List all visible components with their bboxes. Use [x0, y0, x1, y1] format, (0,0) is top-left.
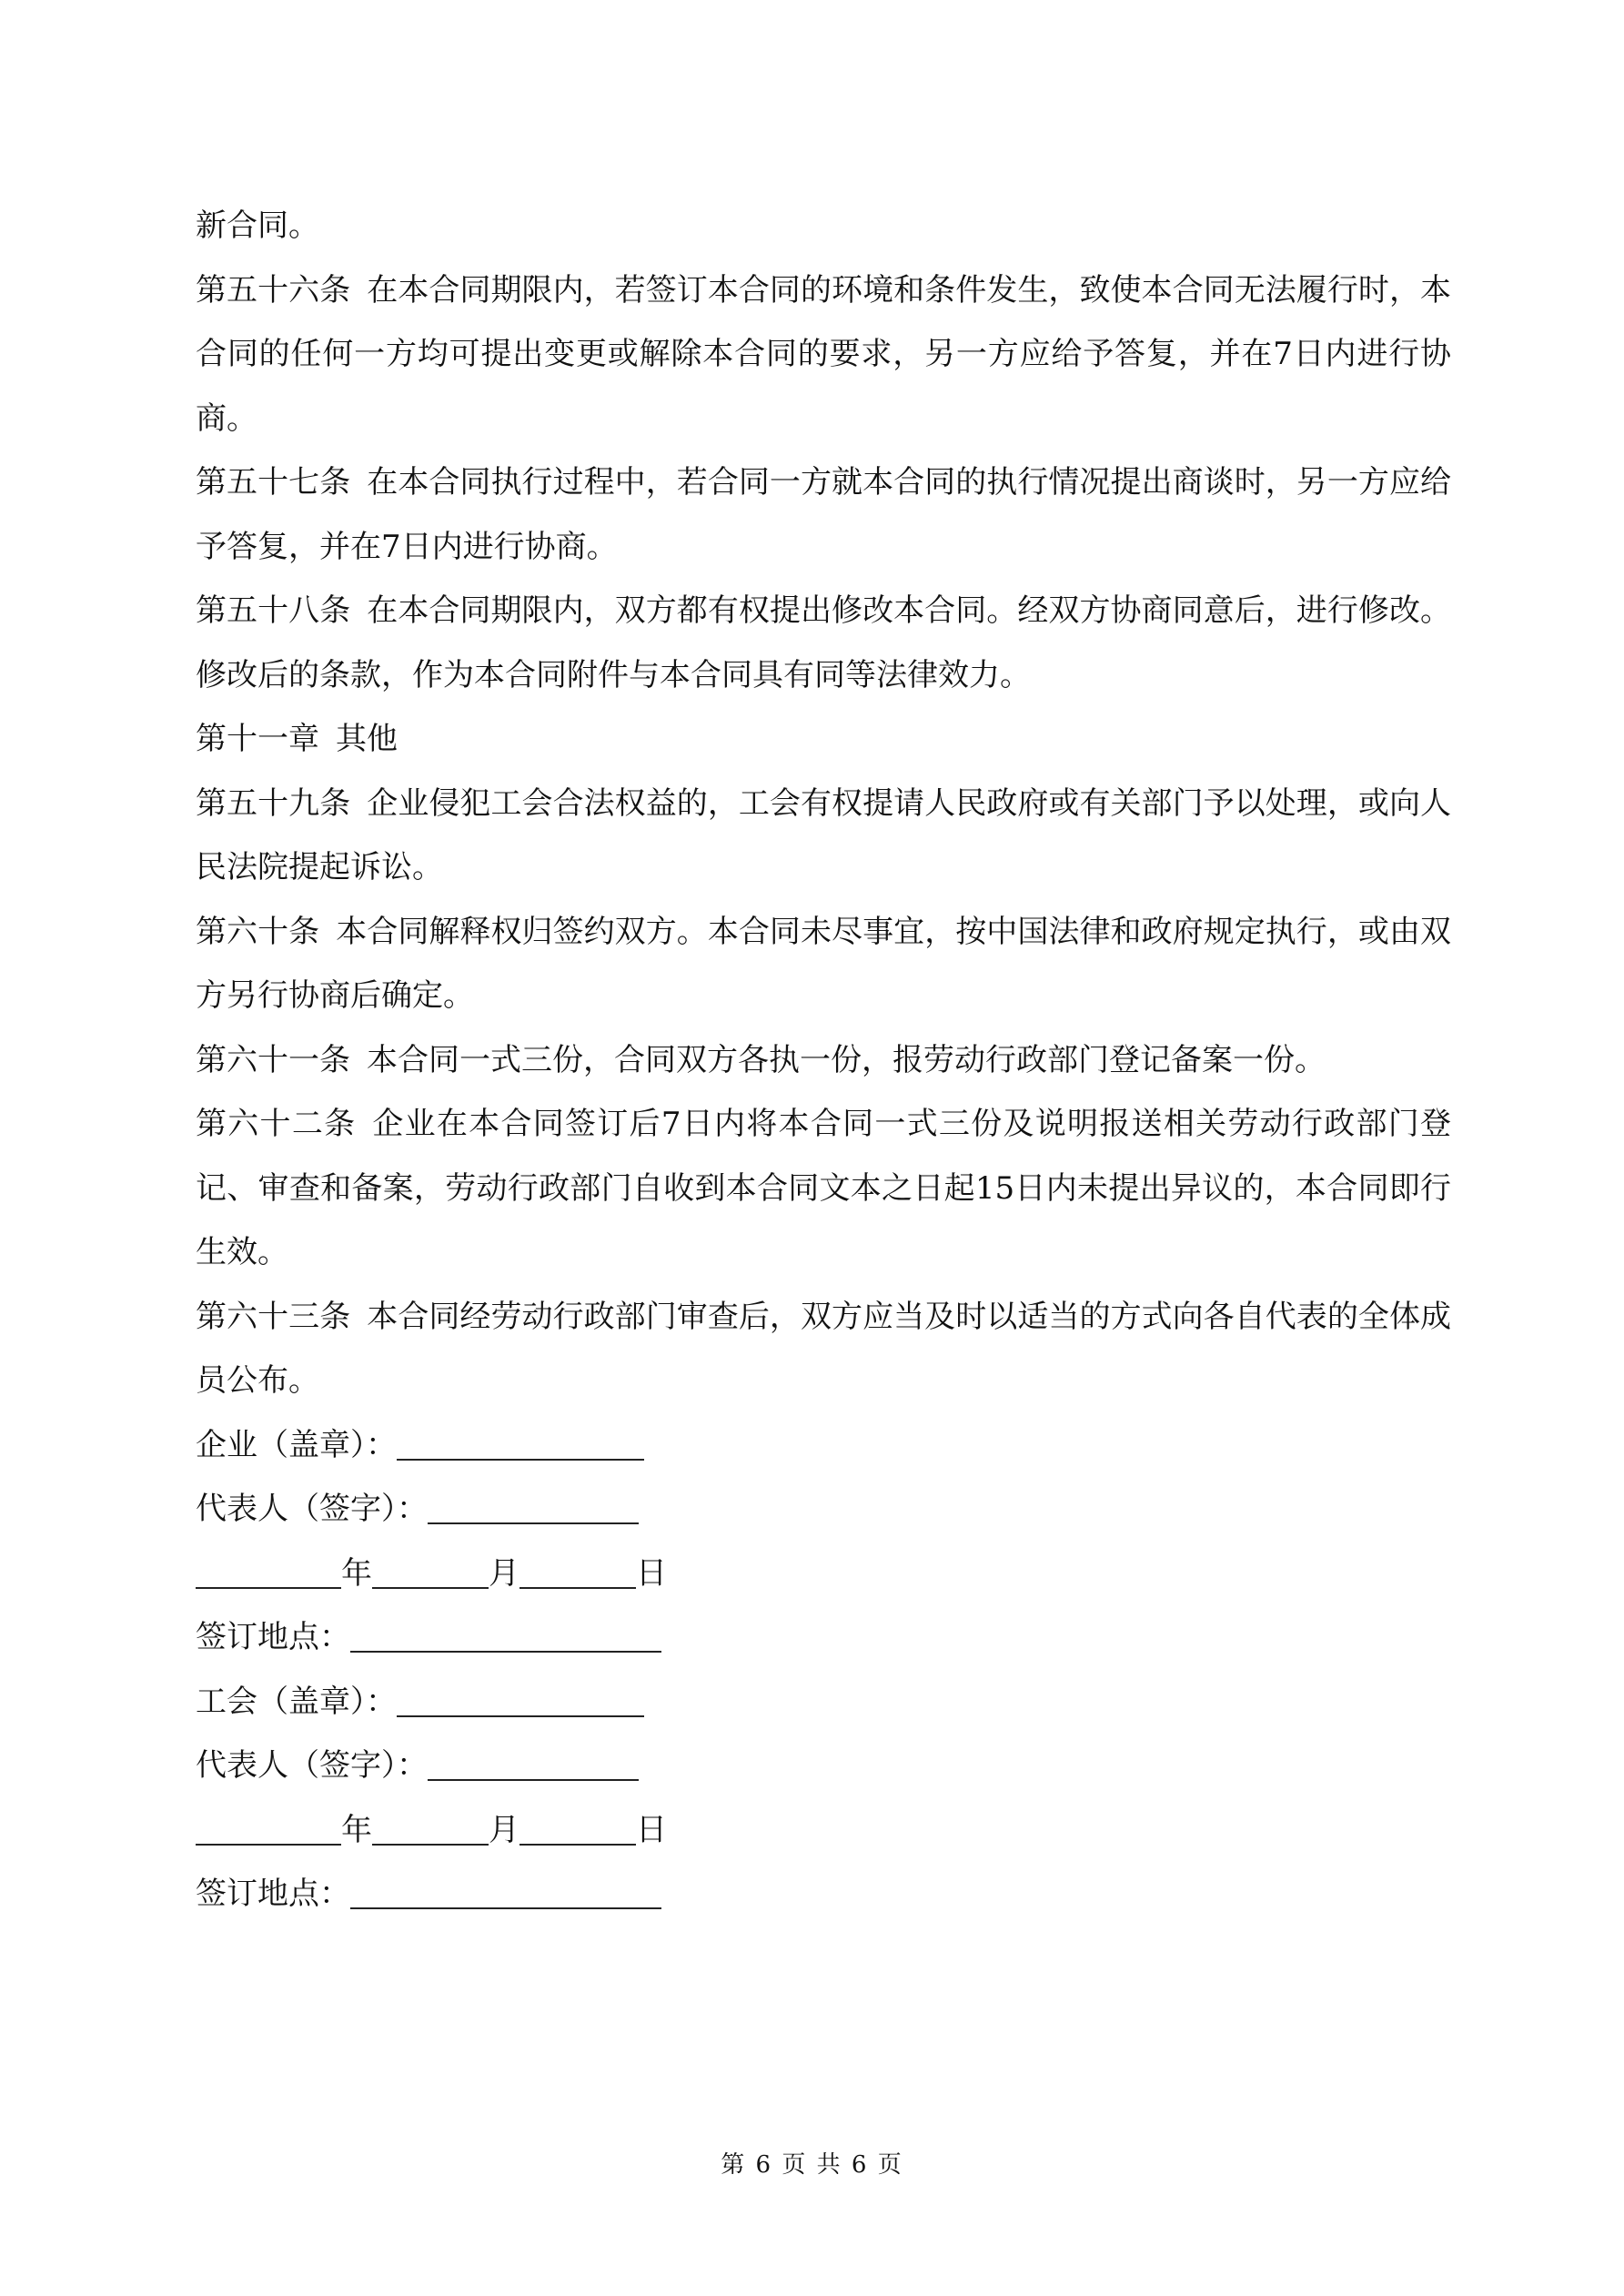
year-label: 年: [341, 1811, 372, 1848]
representative-label: 代表人（签字）：: [196, 1491, 428, 1527]
article-text: 本合同一式三份，合同双方各执一份，报劳动行政部门登记备案一份。: [367, 1041, 1326, 1078]
article-number: 第六十三条: [196, 1298, 351, 1335]
month-blank[interactable]: [372, 1813, 489, 1846]
union-date-line: [196, 1798, 1451, 1863]
article-number: 第六十条: [196, 913, 320, 950]
enterprise-date-line: [196, 1542, 1451, 1606]
article-62: [196, 1092, 1451, 1285]
day-label: 日: [636, 1554, 667, 1592]
representative-signature-blank[interactable]: [428, 1492, 639, 1524]
chapter-11-heading: [196, 707, 1451, 772]
signature-block-enterprise: [196, 1413, 1451, 1670]
article-text: 企业在本合同签订后7日内将本合同一式三份及说明报送相关劳动行政部门登记、审查和备案，劳动行政部门自收到本合同文本之日起15日内未提出异议的，本合同即行生效。: [196, 1106, 1452, 1270]
place-blank[interactable]: [350, 1876, 661, 1909]
article-63: [196, 1285, 1451, 1413]
enterprise-place-line: [196, 1605, 1451, 1670]
article-text: 本合同经劳动行政部门审查后，双方应当及时以适当的方式向各自代表的全体成员公布。: [196, 1298, 1452, 1399]
representative-label: 代表人（签字）：: [196, 1747, 428, 1784]
enterprise-representative-line: [196, 1477, 1451, 1542]
paragraph-text: 新合同。: [196, 207, 319, 244]
representative-signature-blank[interactable]: [428, 1748, 639, 1781]
article-59: [196, 772, 1451, 900]
enterprise-seal-line: [196, 1413, 1451, 1478]
chapter-title: 其他: [336, 721, 398, 757]
article-58: [196, 579, 1451, 707]
article-number: 第六十二条: [196, 1106, 357, 1142]
union-seal-line: [196, 1670, 1451, 1735]
article-56: [196, 258, 1451, 451]
article-number: 第五十七条: [196, 464, 351, 501]
article-text: 本合同解释权归签约双方。本合同未尽事宜，按中国法律和政府规定执行，或由双方另行协商后确定。: [196, 913, 1452, 1014]
place-label: 签订地点：: [196, 1619, 350, 1655]
year-blank[interactable]: [196, 1556, 341, 1589]
day-blank[interactable]: [519, 1556, 636, 1589]
union-representative-line: [196, 1734, 1451, 1798]
day-label: 日: [636, 1811, 667, 1848]
union-place-line: [196, 1862, 1451, 1927]
month-blank[interactable]: [372, 1556, 489, 1589]
enterprise-seal-label: 企业（盖章）：: [196, 1426, 397, 1463]
article-number: 第六十一条: [196, 1041, 350, 1078]
page-number-footer: 第 6 页 共 6 页: [721, 2151, 903, 2179]
article-number: 第五十六条: [196, 271, 351, 308]
union-seal-label: 工会（盖章）：: [196, 1683, 397, 1720]
month-label: 月: [489, 1554, 519, 1592]
union-seal-blank[interactable]: [397, 1684, 644, 1717]
enterprise-seal-blank[interactable]: [397, 1428, 644, 1461]
document-body: [196, 194, 1451, 1927]
place-blank[interactable]: [350, 1620, 661, 1653]
article-57: [196, 450, 1451, 579]
article-61: [196, 1028, 1451, 1093]
year-label: 年: [341, 1554, 372, 1592]
month-label: 月: [489, 1811, 519, 1848]
article-number: 第五十八条: [196, 592, 351, 629]
article-text: 企业侵犯工会合法权益的，工会有权提请人民政府或有关部门予以处理，或向人民法院提起诉讼。: [196, 784, 1452, 885]
place-label: 签订地点：: [196, 1876, 350, 1912]
article-text: 在本合同期限内，若签订本合同的环境和条件发生，致使本合同无法履行时，本合同的任何一方均可提出变更或解除本合同的要求，另一方应给予答复，并在7日内进行协商。: [196, 271, 1452, 437]
article-text: 在本合同执行过程中，若合同一方就本合同的执行情况提出商谈时，另一方应给予答复，并在7日内进行协商。: [196, 464, 1452, 565]
article-text: 在本合同期限内，双方都有权提出修改本合同。经双方协商同意后，进行修改。修改后的条款，作为本合同附件与本合同具有同等法律效力。: [196, 592, 1452, 693]
chapter-number: 第十一章: [196, 721, 319, 757]
year-blank[interactable]: [196, 1813, 341, 1846]
article-number: 第五十九条: [196, 784, 351, 822]
paragraph-continuation: [196, 194, 1451, 258]
signature-block-union: [196, 1670, 1451, 1927]
day-blank[interactable]: [519, 1813, 636, 1846]
article-60: [196, 900, 1451, 1028]
